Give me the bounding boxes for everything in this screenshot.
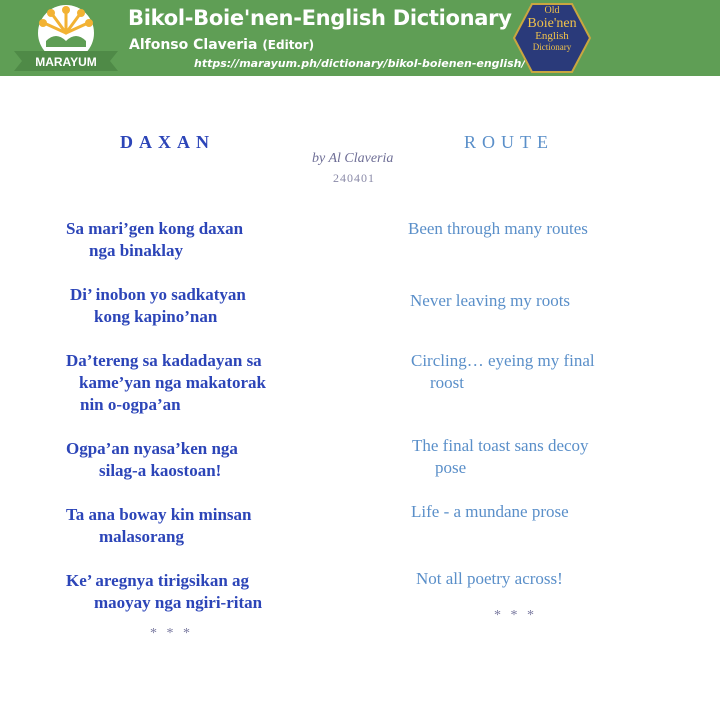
book-cover-line2: Boie'nen [527, 15, 577, 31]
bikol-line: Sa mari’gen kong daxan [66, 219, 244, 238]
poem-title-english: ROUTE [464, 132, 554, 152]
english-line: Not all poetry across! [416, 569, 563, 588]
english-line: Been through many routes [408, 219, 588, 238]
bikol-line: malasorang [99, 527, 184, 546]
book-cover-text [512, 6, 592, 52]
end-mark-left: * * * [150, 626, 193, 641]
english-line: Never leaving my roots [410, 291, 571, 310]
english-line: Circling… eyeing my final [411, 351, 595, 370]
poem-title-bikol: DAXAN [120, 132, 215, 152]
editor-name: Alfonso Claveria [129, 37, 258, 53]
site-title[interactable]: Bikol-Boie'nen-English Dictionary [128, 6, 512, 30]
book-cover-line3: English [535, 30, 569, 43]
bikol-line: Ta ana boway kin minsan [66, 505, 252, 524]
book-cover-line1: Old [544, 5, 560, 16]
english-line: pose [435, 458, 467, 477]
site-banner [0, 0, 720, 76]
bikol-line: maoyay nga ngiri-ritan [94, 593, 263, 612]
editor-credit [129, 37, 314, 53]
english-line: The final toast sans decoy [412, 436, 589, 455]
poem-byline: by Al Claveria [312, 151, 394, 166]
bikol-line: Ke’ aregnya tirigsikan ag [66, 571, 250, 590]
dictionary-url[interactable]: https://marayum.ph/dictionary/bikol-boienen-english/ [194, 57, 526, 70]
bikol-line: nga binaklay [89, 241, 184, 260]
bikol-line: silag-a kaostoan! [99, 461, 222, 480]
bikol-line: Ogpa’an nyasa’ken nga [66, 439, 238, 458]
english-line: roost [430, 373, 464, 392]
end-mark-right: * * * [494, 608, 537, 623]
book-cover-line4: Dictionary [532, 41, 572, 52]
bikol-line: nin o-ogpa’an [80, 395, 181, 414]
editor-role: (Editor) [262, 38, 315, 52]
poem-date: 240401 [333, 171, 375, 185]
english-line: Life - a mundane prose [411, 502, 569, 521]
bikol-line: kong kapino’nan [94, 307, 218, 326]
bikol-line: Di’ inobon yo sadkatyan [70, 285, 246, 304]
bikol-line: kame’yan nga makatorak [79, 373, 267, 392]
logo-text: MARAYUM [35, 55, 97, 69]
bikol-line: Da’tereng sa kadadayan sa [66, 351, 262, 370]
marayum-logo-icon[interactable] [12, 3, 120, 73]
